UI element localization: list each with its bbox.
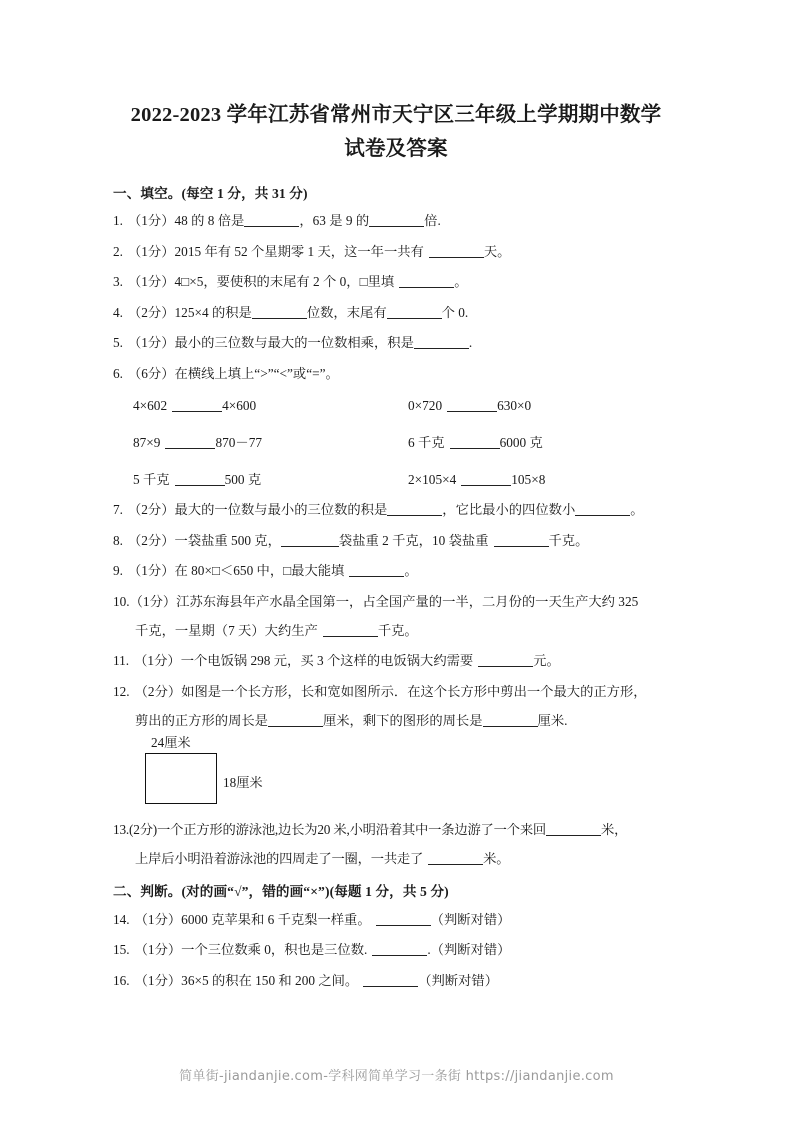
question-13-blank-2[interactable]	[428, 851, 483, 865]
question-3	[113, 272, 683, 291]
question-3-number: 3.	[113, 274, 123, 289]
question-2	[113, 242, 683, 261]
question-4-text-b: 位数，末尾有	[306, 304, 387, 320]
question-11-blank-1[interactable]	[478, 653, 533, 667]
comparison-item-5	[133, 470, 408, 489]
comparison-item-1-blank[interactable]	[172, 398, 222, 412]
question-1	[113, 211, 683, 230]
question-11-number: 11.	[113, 653, 130, 668]
question-8	[113, 531, 683, 550]
comparison-item-6-left: 2×105×4	[408, 471, 457, 487]
question-12-text-c: 厘米，剩下的图形的周长是	[322, 712, 483, 728]
comparison-item-2-left: 0×720	[408, 397, 443, 413]
comparison-item-1	[133, 396, 408, 415]
question-1-blank-2[interactable]	[369, 213, 424, 227]
question-8-text-b: 袋盐重 2 千克，10 袋盐重	[338, 532, 489, 548]
comparison-row	[133, 470, 683, 489]
question-12-number: 12.	[113, 683, 130, 699]
question-7-text-b: ，它比最小的四位数小	[442, 502, 576, 517]
question-13-text-d: 米。	[483, 851, 510, 866]
question-9-blank-1[interactable]	[349, 563, 404, 577]
question-3-score: （1分）	[127, 274, 175, 289]
comparison-item-4	[408, 433, 683, 452]
comparison-item-6-blank[interactable]	[461, 472, 511, 486]
question-12-rectangle-figure	[113, 733, 683, 809]
comparison-item-6	[408, 470, 683, 489]
question-15	[113, 940, 683, 959]
question-10-blank-1[interactable]	[323, 623, 378, 637]
question-3-text-a: 4□×5，要使积的末尾有 2 个 0，□里填	[174, 274, 395, 289]
question-14	[113, 910, 683, 929]
question-2-blank-1[interactable]	[429, 244, 484, 258]
question-12-text-d: 厘米.	[537, 712, 568, 728]
rectangle-width-label: 18厘米	[223, 774, 263, 790]
question-8-blank-2[interactable]	[494, 533, 549, 547]
question-3-blank-1[interactable]	[399, 274, 454, 288]
question-4-blank-2[interactable]	[387, 305, 442, 319]
question-12-blank-2[interactable]	[483, 713, 538, 727]
question-5-number: 5.	[113, 335, 123, 350]
question-7-blank-1[interactable]	[387, 502, 442, 516]
question-12-text-a: 如图是一个长方形，长和宽如图所示．在这个长方形中剪出一个最大的正方形，	[181, 683, 647, 699]
question-5-text-b: .	[468, 335, 473, 350]
question-2-text-a: 2015 年有 52 个星期零 1 天，这一年一共有	[174, 243, 424, 259]
question-10-line-2	[113, 621, 683, 640]
question-10-text-c: 千克。	[377, 622, 418, 638]
comparison-item-2-blank[interactable]	[447, 398, 497, 412]
question-16	[113, 971, 683, 990]
question-1-text-a: 48 的 8 倍是	[174, 213, 245, 228]
question-9-text-b: 。	[404, 563, 418, 578]
question-13-blank-1[interactable]	[546, 822, 601, 836]
comparison-item-5-right: 500 克	[224, 471, 262, 487]
question-14-blank-1[interactable]	[376, 912, 431, 926]
question-8-score: （2分）	[127, 532, 175, 548]
comparison-item-5-blank[interactable]	[175, 472, 225, 486]
question-16-number: 16.	[113, 972, 130, 988]
question-7-text-c: 。	[630, 502, 644, 517]
question-13-score: (2分)	[129, 822, 158, 837]
question-14-number: 14.	[113, 911, 130, 927]
comparison-item-6-right: 105×8	[511, 471, 546, 487]
question-8-blank-1[interactable]	[281, 533, 339, 547]
question-8-text-a: 一袋盐重 500 克，	[174, 532, 281, 548]
question-8-text-c: 千克。	[548, 532, 589, 548]
rectangle-shape	[145, 753, 217, 804]
question-1-number: 1.	[113, 213, 123, 228]
question-6-comparison-grid	[113, 396, 683, 489]
question-5-blank-1[interactable]	[414, 335, 469, 349]
question-4-text-a: 125×4 的积是	[174, 304, 252, 320]
question-2-score: （1分）	[127, 243, 175, 259]
question-12-line-2	[113, 711, 683, 730]
question-5	[113, 333, 683, 352]
question-5-text-a: 最小的三位数与最大的一位数相乘，积是	[174, 335, 414, 350]
question-10-number: 10.	[113, 593, 130, 609]
question-16-blank-1[interactable]	[363, 973, 418, 987]
question-16-score: （1分）	[134, 972, 182, 988]
question-13-number: 13.	[113, 822, 130, 837]
question-7-score: （2分）	[127, 502, 175, 517]
section-heading-fill-in-blanks: 一、填空。(每空 1 分，共 31 分)	[113, 186, 308, 201]
question-16-text-b: （判断对错）	[418, 972, 498, 988]
footer-watermark: 简单街-jiandanjie.com-学科网简单学习一条街 https://jiandanjie.com	[179, 1069, 614, 1084]
question-13-text-a: 一个正方形的游泳池,边长为20 米,小明沿着其中一条边游了一个来回	[157, 822, 547, 837]
question-12	[113, 682, 683, 809]
question-7	[113, 500, 683, 519]
question-11	[113, 651, 683, 670]
question-2-number: 2.	[113, 243, 123, 259]
rectangle-length-label: 24厘米	[151, 734, 191, 750]
question-13-text-c: 上岸后小明沿着游泳池的四周走了一圈，一共走了	[135, 851, 424, 866]
question-13-text-b: 米，	[601, 822, 628, 837]
comparison-item-2	[408, 396, 683, 415]
comparison-item-1-left: 4×602	[133, 397, 168, 413]
question-11-text-b: 元。	[533, 653, 560, 668]
question-8-number: 8.	[113, 532, 123, 548]
question-15-score: （1分）	[134, 942, 182, 957]
comparison-item-2-right: 630×0	[497, 397, 532, 413]
question-1-score: （1分）	[127, 213, 175, 228]
question-6	[113, 364, 683, 489]
question-7-number: 7.	[113, 502, 123, 517]
comparison-item-1-right: 4×600	[222, 397, 257, 413]
comparison-row	[133, 433, 683, 452]
question-9-score: （1分）	[127, 563, 175, 578]
comparison-item-5-left: 5 千克	[133, 471, 170, 487]
exam-content	[113, 182, 683, 1001]
question-12-text-b: 剪出的正方形的周长是	[135, 712, 268, 728]
comparison-item-4-blank[interactable]	[450, 435, 500, 449]
comparison-row	[133, 396, 683, 415]
question-15-text-a: 一个三位数乘 0，积也是三位数.	[181, 942, 368, 957]
question-9	[113, 561, 683, 580]
question-4-text-c: 个 0.	[441, 304, 469, 320]
question-4-number: 4.	[113, 304, 123, 320]
comparison-item-3-blank[interactable]	[165, 435, 215, 449]
question-12-score: （2分）	[134, 683, 182, 699]
question-6-score: （6分）	[127, 365, 175, 381]
comparison-item-3	[133, 433, 408, 452]
question-10-text-a: 江苏东海县年产水晶全国第一，占全国产量的一半，二月份的一天生产大约 325	[176, 593, 639, 609]
question-16-text-a: 36×5 的积在 150 和 200 之间。	[181, 972, 359, 988]
question-4	[113, 303, 683, 322]
question-7-blank-2[interactable]	[575, 502, 630, 516]
question-6-number: 6.	[113, 365, 123, 381]
question-15-blank-1[interactable]	[372, 942, 427, 956]
page-title	[96, 98, 696, 166]
question-1-blank-1[interactable]	[244, 213, 299, 227]
question-10-text-b: 千克，一星期（7 天）大约生产	[135, 622, 318, 638]
question-3-text-b: 。	[454, 274, 468, 289]
question-6-prompt: 在横线上填上“>”“<”或“=”。	[174, 365, 339, 381]
title-line-1: 2022-2023 学年江苏省常州市天宁区三年级上学期期中数学	[130, 104, 662, 126]
question-10	[113, 592, 683, 640]
question-7-text-a: 最大的一位数与最小的三位数的积是	[174, 502, 388, 517]
question-11-text-a: 一个电饭锅 298 元，买 3 个这样的电饭锅大约需要	[180, 653, 474, 668]
question-12-blank-1[interactable]	[268, 713, 323, 727]
title-line-2: 试卷及答案	[344, 138, 448, 160]
comparison-item-4-left: 6 千克	[408, 434, 445, 450]
question-2-text-b: 天。	[483, 243, 511, 259]
question-1-text-c: 倍.	[424, 213, 441, 228]
section-heading-true-false: 二、判断。(对的画“√”，错的画“×”)(每题 1 分，共 5 分)	[113, 883, 449, 899]
question-13-line-2	[113, 849, 683, 868]
question-14-text-a: 6000 克苹果和 6 千克梨一样重。	[181, 911, 371, 927]
question-9-number: 9.	[113, 563, 123, 578]
question-14-score: （1分）	[134, 911, 182, 927]
question-15-text-b: .（判断对错）	[427, 942, 511, 957]
question-15-number: 15.	[113, 942, 130, 957]
question-4-score: （2分）	[127, 304, 175, 320]
question-5-score: （1分）	[127, 335, 175, 350]
comparison-item-4-right: 6000 克	[499, 434, 543, 450]
question-14-text-b: （判断对错）	[430, 911, 511, 927]
question-10-score: （1分）	[129, 593, 177, 609]
comparison-item-3-right: 870－77	[215, 434, 262, 450]
question-4-blank-1[interactable]	[252, 305, 307, 319]
question-1-text-b: ，63 是 9 的	[299, 213, 370, 228]
comparison-item-3-left: 87×9	[133, 434, 161, 450]
question-9-text-a: 在 80×□＜650 中，□最大能填	[174, 563, 345, 578]
question-13	[113, 820, 683, 868]
question-11-score: （1分）	[134, 653, 181, 668]
